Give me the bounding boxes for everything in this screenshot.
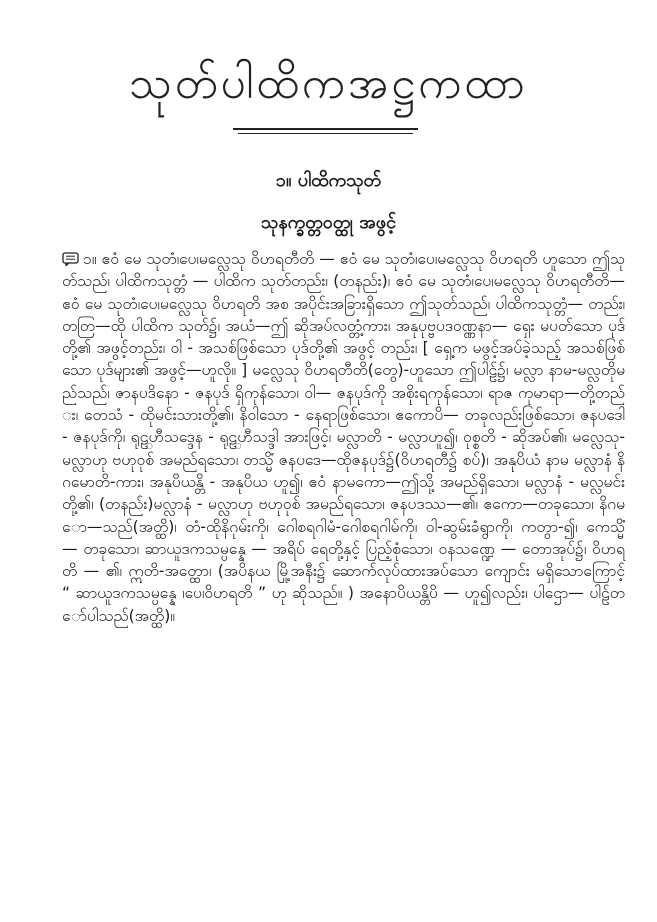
body-paragraph	[62, 248, 625, 627]
section-heading: ၁။ ပါထိကသုတ်	[275, 170, 382, 191]
sub-heading: သုနက္ခတ္တဝတ္ထု အဖွင့်	[260, 212, 397, 233]
paragraph-marker-icon	[62, 252, 79, 266]
document-title: သုတ်ပါထိကအဋ္ဌကထာ	[129, 58, 528, 109]
title-underline	[233, 128, 418, 130]
title-underline-thin	[238, 133, 413, 134]
body-text: ၁။ ဧဝံ မေ သုတံ၊ပေ၊မလ္လေသု ဝိဟရတီတိ — ဧဝံ မေ သုတံ၊ပေ၊မလ္လေသု ဝိဟရတိ ဟူသော ဤသုတ်သည်၊ ပါထိကသုတ္တံ — ပါထိက သုတ်တည်း၊ (တနည်း)၊ ဧဝံ မေ သုတံ၊ပေ၊မလ္လေသု ဝိဟရတီတိ—ဧဝံ မေ သုတံ၊ပေ၊မလ္လေသု ဝိဟရတိ အစ အပိုင်းအခြားရှိသော ဤသုတ်သည်၊ ပါထိကသုတ္တံ— တည်း၊ တတြ—ထို ပါထိက သုတ်၌၊ အယံ—ဤ ဆိုအပ်လတ္တံ့ကား၊ အနုပုဗ္ဗပဒဝဏ္ဏနာ— ရှေး မပတ်သော ပုဒ်တို့၏ အဖွင့်တည်း၊ ဝါ - အသစ်ဖြစ်သော ပုဒ်တို့၏ အဖွင့် တည်း၊ [ ရှေ့က မဖွင့်အပ်ခဲ့သည့် အသစ်ဖြစ်သော ပုဒ်များ၏ အဖွင့်—ဟူလို။ ] မလ္လေသု ဝိဟရတီတိ(တွေ)-ဟူသော ဤပါဠ်၌၊ မလ္လာ နာမ-မလ္လတိုမည်သည်၊ ဇာနပဒိနော - ဇနပုဒ် ရှိကုန်သော၊ ဝါ— ဇနပုဒ်ကို အစိုးရကုန်သော၊ ရာဇ ကုမာရာ—တို့တည်း၊ တေသံ - ထိုမင်းသားတို့၏၊ နိဝါသော - နေရာဖြစ်သော၊ ဧကောပိ— တခုလည်းဖြစ်သော၊ ဇနပဒေါ - ဇနပုဒ်ကို၊ ရုဠ္ဟီသဒ္ဒေန - ရုဠ္ဟီသဒ္ဒါ အားဖြင့်၊ မလ္လာတိ - မလ္လာဟူ၍၊ ဝုစ္စတိ - ဆိုအပ်၏၊ မလ္လေသု-မလ္လာဟု ဗဟုဝုစ် အမည်ရသော၊ တသ္မိံ ဇနပဒေ—ထိုဇနပုဒ်၌(ဝိဟရတီ၌ စပ်)၊ အနုပိယံ နာမ မလ္လာနံ နိဂမောတိ-ကား၊ အနုပိယန္တိ - အနုပိယ ဟူ၍၊ ဧဝံ နာမကော—ဤသို့ အမည်ရှိသော၊ မလ္လာနံ - မလ္လမင်းတို့၏၊ (တနည်း)မလ္လာနံ - မလ္လာဟု ဗဟုဝုစ် အမည်ရသော၊ ဇနပဒဿ—၏၊ ဧကော—တခုသော၊ နိဂမော—သည်(အတ္ထိ)၊ တံ-ထိုနိဂုမ်းကို၊ ဂေါစရဂါမံ-ဂေါစရဂါမ်ကို၊ ဝါ-ဆွမ်းခံရွာကို၊ ကတွာ-၍၊ ကေသ္မိံ — တခုသော၊ ဆာယူဒကသမ္ပန္နေ — အရိပ် ရေတို့နှင့် ပြည့်စုံသော၊ ဝနသဏ္ဍေ — တောအုပ်၌၊ ဝိဟရတိ — ၏၊ ဣတိ-အတ္ထော၊ (အပိနယ မြို့အနီး၌ ဆောက်လုပ်ထားအပ်သော ကျောင်း မရှိသောကြောင့် “ ဆာယူဒကသမ္ပန္နေ ၊ပေ၊ဝိဟရတိ ” ဟု ဆိုသည်။ ) အနောပိယန္တိပိ — ဟူ၍လည်း၊ ပါဌော— ပါဠ်တော်ပါသည်(အတ္ထိ)။	[62, 250, 625, 625]
